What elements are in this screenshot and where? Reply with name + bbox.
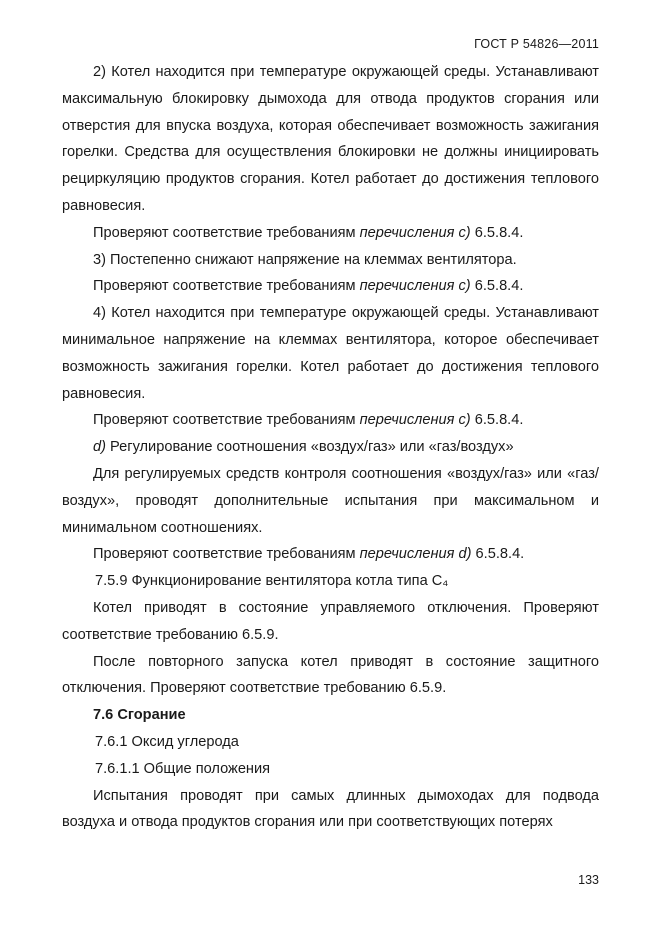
section-heading: 7.6 Сгорание [93, 707, 186, 724]
paragraph: 4) Котел находится при температуре окружающей среды. Устанавливают минимальное напряжение на клеммах вентилятора, которое обеспечивает возможность зажигания горелки. Котел работает до достижения теплового равновесия. [62, 305, 599, 402]
paragraph: d) Регулирование соотношения «воздух/газ» или «газ/воздух» [93, 439, 514, 456]
paragraph: Испытания проводят при самых длинных дымоходах для подвода воздуха и отвода продуктов сгорания или при соответствующих потерях [62, 787, 599, 831]
paragraph: 3) Постепенно снижают напряжение на клеммах вентилятора. [93, 251, 517, 268]
page-number: 133 [578, 873, 599, 887]
paragraph: Котел приводят в состояние управляемого отключения. Проверяют соответствие требованию 6.5.9. [62, 599, 599, 643]
subsection-heading: 7.6.1.1 Общие положения [95, 760, 271, 777]
page-body [62, 59, 599, 836]
paragraph: 2) Котел находится при температуре окружающей среды. Устанавливают максимальную блокировку дымохода для отвода продуктов сгорания или отверстия для впуска воздуха, которая обеспечивает возможность зажигания горелки. Средства для осуществления блокировки не должны инициировать рециркуляцию продуктов сгорания. Котел работает до достижения теплового равновесия. [62, 64, 599, 214]
paragraph: Проверяют соответствие требованиям перечисления с) 6.5.8.4. [93, 278, 524, 295]
enumeration-reference: перечисления d) [359, 546, 472, 563]
document-header: ГОСТ Р 54826—2011 [474, 37, 599, 51]
enumeration-reference: перечисления с) [359, 412, 471, 429]
subsection-heading: 7.5.9 Функционирование вентилятора котла типа С₄ [95, 573, 449, 590]
paragraph: Проверяют соответствие требованиям перечисления с) 6.5.8.4. [93, 224, 524, 241]
paragraph: Для регулируемых средств контроля соотношения «воздух/газ» или «газ/воздух», проводят дополнительные испытания при максимальном и минимальном соотношениях. [62, 465, 599, 536]
paragraph: Проверяют соответствие требованиям перечисления с) 6.5.8.4. [93, 412, 524, 429]
enumeration-reference: перечисления с) [359, 278, 471, 295]
subsection-heading: 7.6.1 Оксид углерода [95, 733, 239, 750]
item-marker: d) [93, 439, 106, 456]
paragraph: После повторного запуска котел приводят в состояние защитного отключения. Проверяют соответствие требованию 6.5.9. [62, 653, 599, 697]
enumeration-reference: перечисления с) [359, 224, 471, 241]
paragraph: Проверяют соответствие требованиям перечисления d) 6.5.8.4. [93, 546, 525, 563]
